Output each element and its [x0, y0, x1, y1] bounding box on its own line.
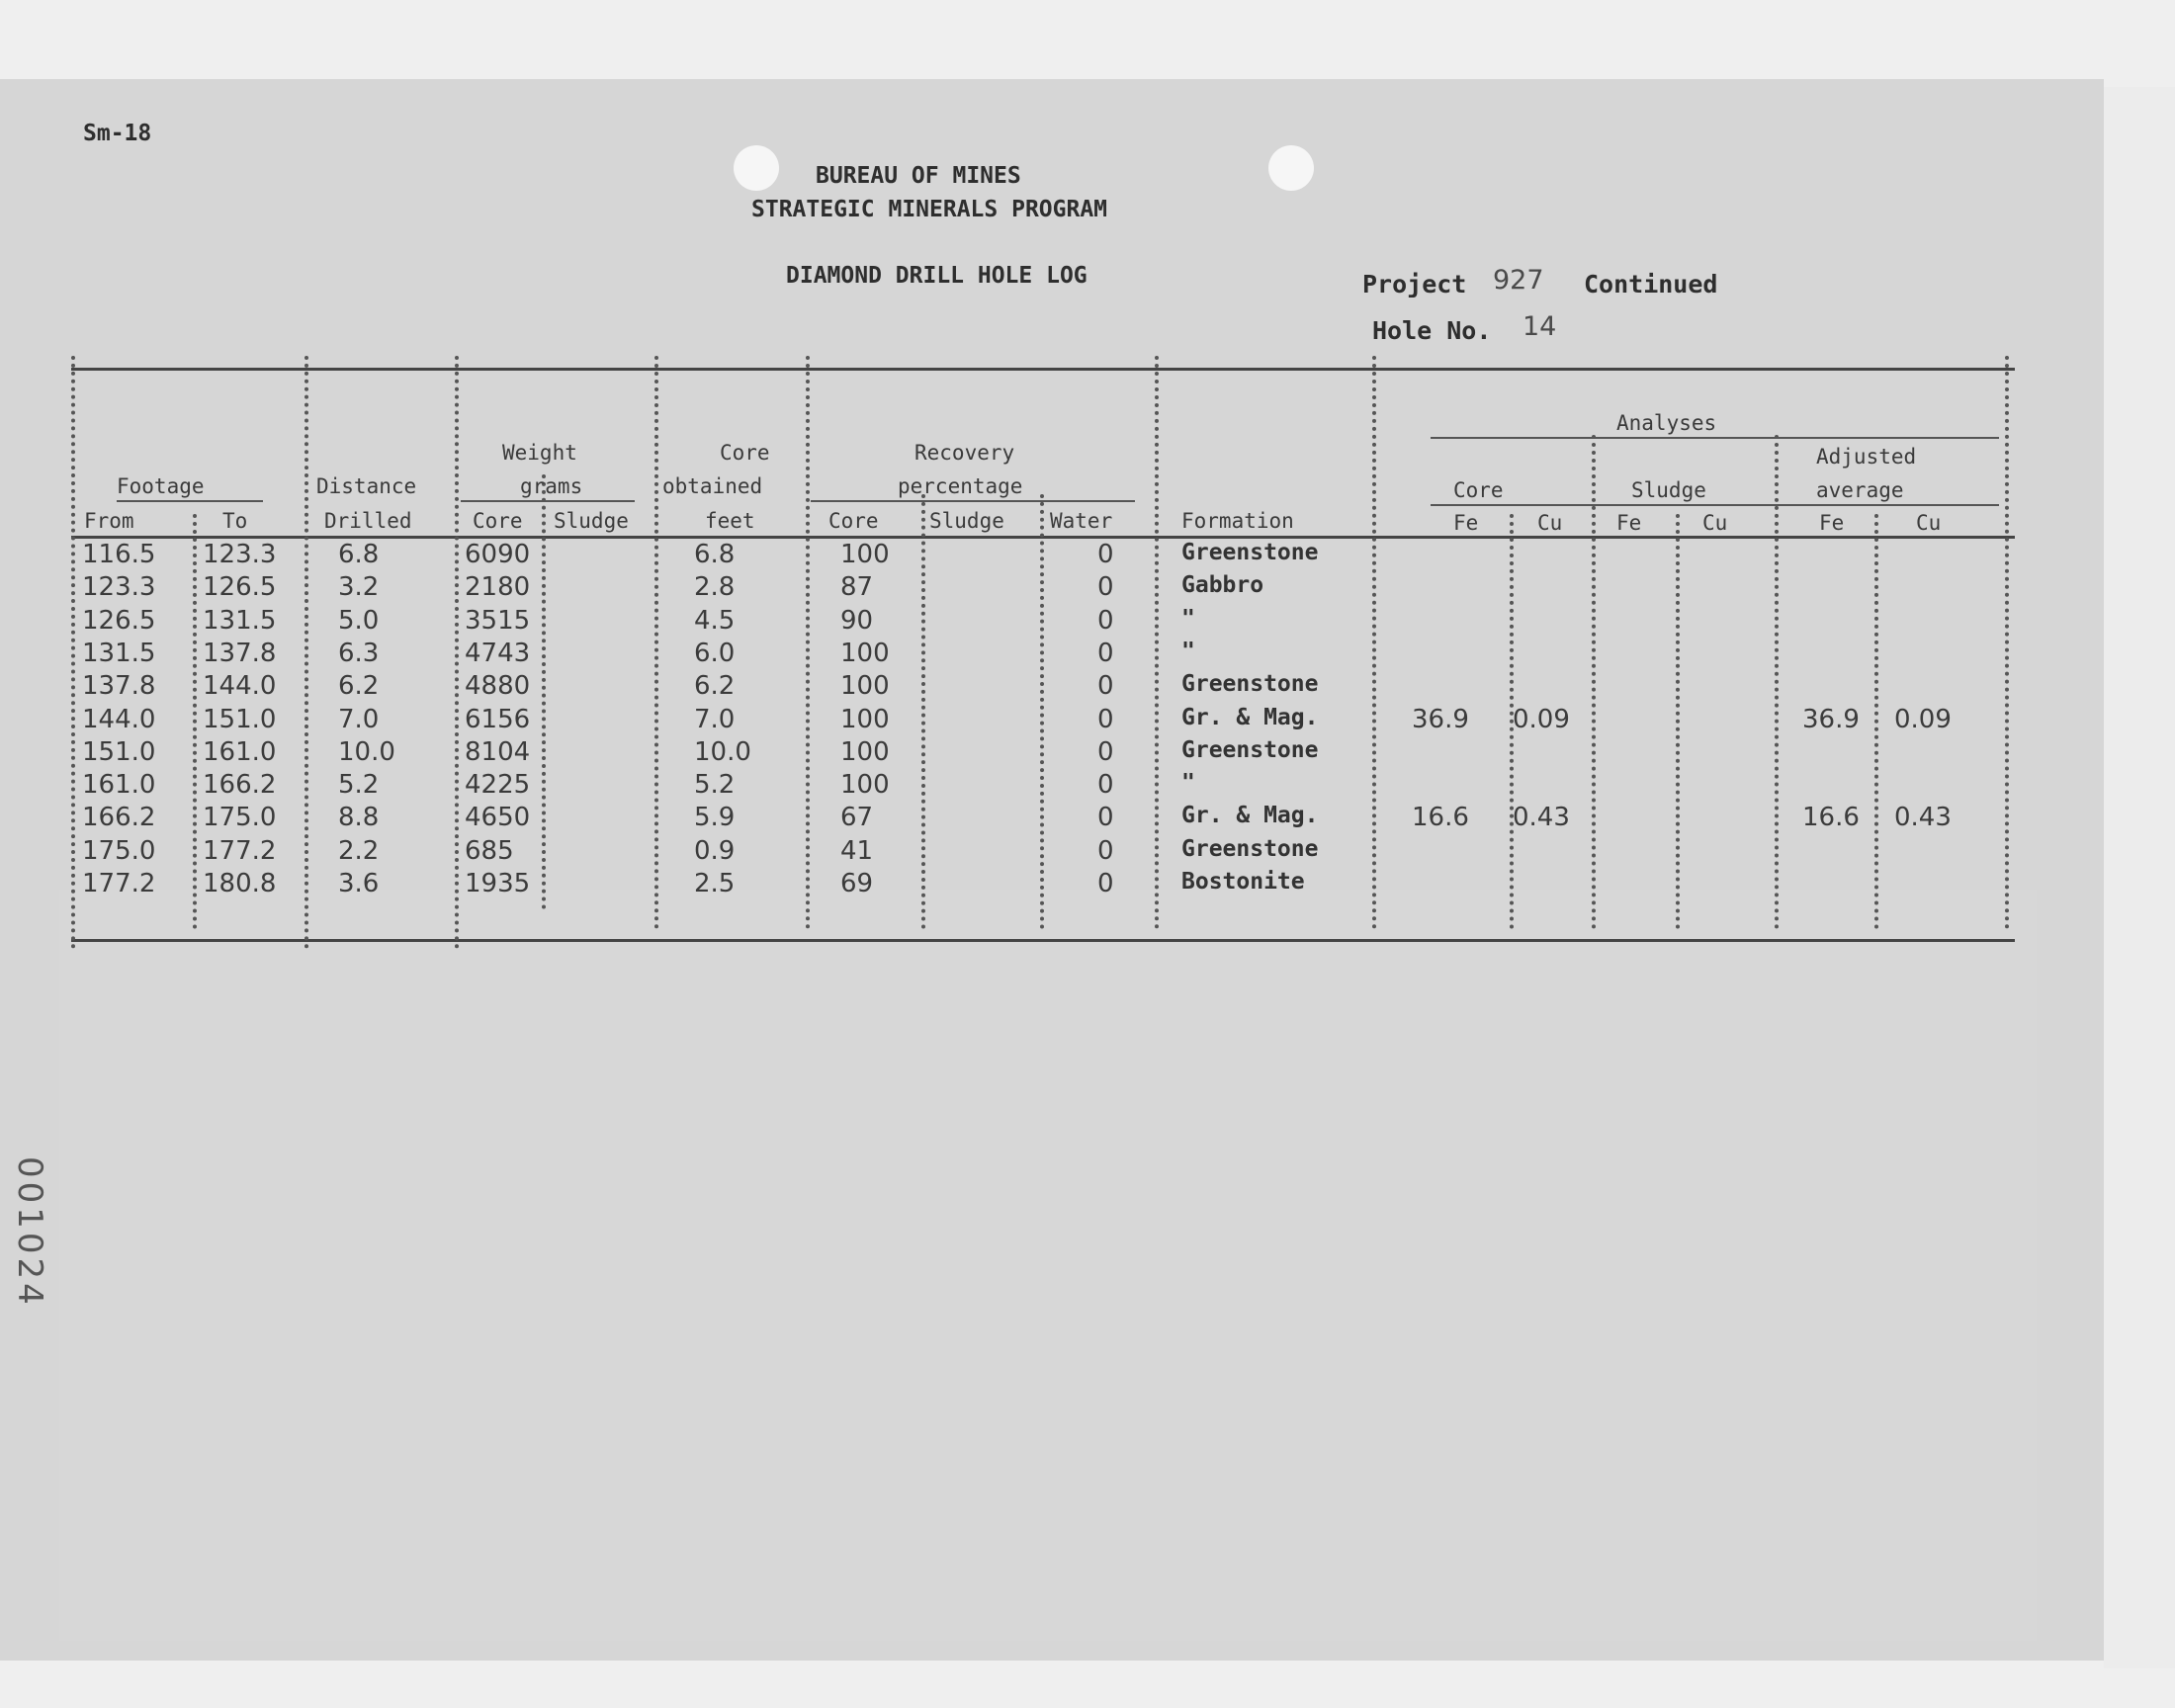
- cell-adj-fe: 36.9: [1802, 704, 1860, 734]
- header-rec-water: Water: [1050, 509, 1113, 533]
- analyses-underline: [1431, 437, 1999, 439]
- punch-hole: [1268, 145, 1314, 191]
- cell-to: 144.0: [203, 671, 277, 702]
- grams-underline: [461, 500, 635, 502]
- cell-to: 161.0: [203, 736, 277, 767]
- cell-core-feet: 5.9: [694, 803, 736, 833]
- analyses-subheader-rule: [1431, 504, 1999, 506]
- program-title: STRATEGIC MINERALS PROGRAM: [751, 197, 1108, 222]
- cell-recovery-core: 69: [840, 869, 874, 898]
- cell-weight-core: 685: [465, 835, 514, 866]
- cell-recovery-water: 0: [1097, 572, 1114, 603]
- cell-core-fe: 16.6: [1412, 803, 1469, 833]
- cell-weight-core: 6156: [465, 704, 531, 734]
- cell-core-feet: 5.2: [694, 770, 736, 801]
- cell-from: 177.2: [82, 869, 156, 898]
- header-feet: feet: [705, 509, 755, 533]
- column-divider: [921, 494, 925, 929]
- cell-core-feet: 6.8: [694, 540, 736, 569]
- cell-weight-core: 4743: [465, 638, 531, 668]
- header-from: From: [84, 509, 134, 533]
- cell-to: 180.8: [203, 869, 277, 898]
- cell-drilled: 10.0: [338, 736, 395, 767]
- cell-recovery-core: 100: [840, 736, 890, 767]
- header-recovery-1: Recovery: [914, 441, 1015, 465]
- cell-to: 137.8: [203, 638, 277, 668]
- cell-from: 131.5: [82, 638, 156, 668]
- column-divider: [542, 474, 546, 909]
- faded-lower-area: [59, 890, 2037, 1641]
- cell-to: 151.0: [203, 704, 277, 734]
- log-title: DIAMOND DRILL HOLE LOG: [786, 263, 1088, 289]
- cell-recovery-water: 0: [1097, 869, 1114, 898]
- cell-formation: ": [1181, 605, 1195, 632]
- cell-recovery-water: 0: [1097, 835, 1114, 866]
- cell-recovery-water: 0: [1097, 770, 1114, 801]
- column-divider: [304, 356, 308, 949]
- cell-to: 126.5: [203, 572, 277, 603]
- cell-adj-cu: 0.09: [1894, 704, 1952, 734]
- cell-weight-core: 8104: [465, 736, 531, 767]
- cell-from: 161.0: [82, 770, 156, 801]
- bureau-title: BUREAU OF MINES: [816, 163, 1021, 189]
- cell-drilled: 6.8: [338, 540, 380, 569]
- header-drilled: Drilled: [324, 509, 412, 533]
- header-adjusted-2: average: [1816, 478, 1904, 502]
- cell-to: 177.2: [203, 835, 277, 866]
- header-to: To: [222, 509, 248, 533]
- cell-formation: ": [1181, 770, 1195, 797]
- cell-to: 175.0: [203, 803, 277, 833]
- cell-to: 166.2: [203, 770, 277, 801]
- header-distance: Distance: [316, 474, 417, 498]
- cell-core-feet: 2.8: [694, 572, 736, 603]
- cell-core-cu: 0.09: [1513, 704, 1570, 734]
- header-weight: Weight: [502, 441, 577, 465]
- cell-core-feet: 6.2: [694, 671, 736, 702]
- cell-from: 175.0: [82, 835, 156, 866]
- table-bottom-rule: [71, 939, 2015, 942]
- cell-from: 137.8: [82, 671, 156, 702]
- project-number: 927: [1493, 265, 1544, 296]
- cell-weight-core: 1935: [465, 869, 531, 898]
- cell-recovery-water: 0: [1097, 803, 1114, 833]
- header-weight-sludge: Sludge: [554, 509, 629, 533]
- header-analyses-sludge: Sludge: [1631, 478, 1706, 502]
- cell-from: 151.0: [82, 736, 156, 767]
- header-sludge-cu: Cu: [1702, 511, 1728, 535]
- footage-underline: [117, 500, 263, 502]
- header-core-fe: Fe: [1453, 511, 1479, 535]
- cell-drilled: 6.3: [338, 638, 380, 668]
- cell-drilled: 8.8: [338, 803, 380, 833]
- header-adj-fe: Fe: [1819, 511, 1845, 535]
- column-divider: [2005, 356, 2009, 929]
- cell-recovery-water: 0: [1097, 671, 1114, 702]
- header-rec-core: Core: [828, 509, 879, 533]
- header-sludge-fe: Fe: [1616, 511, 1642, 535]
- column-divider: [1775, 435, 1779, 929]
- cell-weight-core: 6090: [465, 540, 531, 569]
- cell-recovery-water: 0: [1097, 736, 1114, 767]
- cell-to: 131.5: [203, 605, 277, 636]
- cell-formation: Gabbro: [1181, 572, 1264, 599]
- cell-core-fe: 36.9: [1412, 704, 1469, 734]
- archive-stamp: 001024: [10, 1156, 49, 1309]
- header-weight-core: Core: [473, 509, 523, 533]
- column-divider: [1676, 514, 1680, 929]
- cell-recovery-core: 87: [840, 572, 874, 603]
- cell-drilled: 5.0: [338, 605, 380, 636]
- header-analyses: Analyses: [1616, 411, 1717, 435]
- hole-number: 14: [1522, 311, 1557, 342]
- cell-weight-core: 2180: [465, 572, 531, 603]
- column-divider: [71, 356, 75, 949]
- column-divider: [1874, 514, 1878, 929]
- cell-recovery-core: 100: [840, 540, 890, 569]
- column-divider: [806, 356, 810, 929]
- cell-weight-core: 4650: [465, 803, 531, 833]
- cell-from: 126.5: [82, 605, 156, 636]
- sheet-edge: [2104, 87, 2175, 1668]
- cell-formation: Greenstone: [1181, 540, 1319, 565]
- cell-weight-core: 4880: [465, 671, 531, 702]
- cell-recovery-core: 41: [840, 835, 874, 866]
- cell-formation: Greenstone: [1181, 671, 1319, 698]
- column-divider: [455, 356, 459, 949]
- cell-recovery-water: 0: [1097, 638, 1114, 668]
- cell-drilled: 3.2: [338, 572, 380, 603]
- cell-core-feet: 4.5: [694, 605, 736, 636]
- cell-from: 166.2: [82, 803, 156, 833]
- cell-drilled: 6.2: [338, 671, 380, 702]
- column-divider: [1372, 356, 1376, 929]
- cell-to: 123.3: [203, 540, 277, 569]
- project-label: Project: [1362, 270, 1467, 299]
- continued-label: Continued: [1584, 270, 1718, 299]
- cell-adj-fe: 16.6: [1802, 803, 1860, 833]
- cell-from: 123.3: [82, 572, 156, 603]
- cell-weight-core: 3515: [465, 605, 531, 636]
- column-divider: [654, 356, 658, 929]
- cell-recovery-water: 0: [1097, 704, 1114, 734]
- header-core-obtained-2: obtained: [662, 474, 763, 498]
- header-analyses-core: Core: [1453, 478, 1504, 502]
- column-divider: [1040, 494, 1044, 929]
- cell-core-feet: 7.0: [694, 704, 736, 734]
- cell-formation: Bostonite: [1181, 869, 1305, 895]
- cell-recovery-core: 100: [840, 671, 890, 702]
- header-core-cu: Cu: [1537, 511, 1563, 535]
- cell-core-feet: 0.9: [694, 835, 736, 866]
- column-divider: [193, 514, 197, 929]
- header-formation: Formation: [1181, 509, 1294, 533]
- cell-recovery-water: 0: [1097, 540, 1114, 569]
- cell-weight-core: 4225: [465, 770, 531, 801]
- cell-core-feet: 2.5: [694, 869, 736, 898]
- cell-formation: Gr. & Mag.: [1181, 803, 1319, 829]
- cell-drilled: 7.0: [338, 704, 380, 734]
- header-rec-sludge: Sludge: [929, 509, 1004, 533]
- cell-drilled: 3.6: [338, 869, 380, 898]
- cell-recovery-core: 90: [840, 605, 874, 636]
- doc-id: Sm-18: [83, 121, 152, 146]
- cell-formation: Greenstone: [1181, 835, 1319, 862]
- column-divider: [1592, 435, 1596, 929]
- cell-drilled: 2.2: [338, 835, 380, 866]
- cell-recovery-water: 0: [1097, 605, 1114, 636]
- hole-label: Hole No.: [1372, 316, 1492, 345]
- cell-adj-cu: 0.43: [1894, 803, 1952, 833]
- cell-formation: Gr. & Mag.: [1181, 704, 1319, 730]
- cell-formation: Greenstone: [1181, 736, 1319, 763]
- header-adj-cu: Cu: [1916, 511, 1942, 535]
- header-footage: Footage: [117, 474, 205, 498]
- cell-recovery-core: 100: [840, 638, 890, 668]
- punch-hole: [734, 145, 779, 191]
- cell-drilled: 5.2: [338, 770, 380, 801]
- header-adjusted-1: Adjusted: [1816, 445, 1917, 469]
- cell-core-feet: 6.0: [694, 638, 736, 668]
- header-core-obtained-1: Core: [720, 441, 770, 465]
- cell-from: 144.0: [82, 704, 156, 734]
- header-recovery-2: percentage: [898, 474, 1023, 498]
- cell-recovery-core: 67: [840, 803, 874, 833]
- cell-core-cu: 0.43: [1513, 803, 1570, 833]
- recovery-underline: [811, 500, 1135, 502]
- column-divider: [1155, 356, 1159, 929]
- cell-from: 116.5: [82, 540, 156, 569]
- table-top-rule: [71, 368, 2015, 371]
- cell-recovery-core: 100: [840, 704, 890, 734]
- cell-core-feet: 10.0: [694, 736, 751, 767]
- cell-recovery-core: 100: [840, 770, 890, 801]
- header-grams: grams: [520, 474, 583, 498]
- cell-formation: ": [1181, 638, 1195, 664]
